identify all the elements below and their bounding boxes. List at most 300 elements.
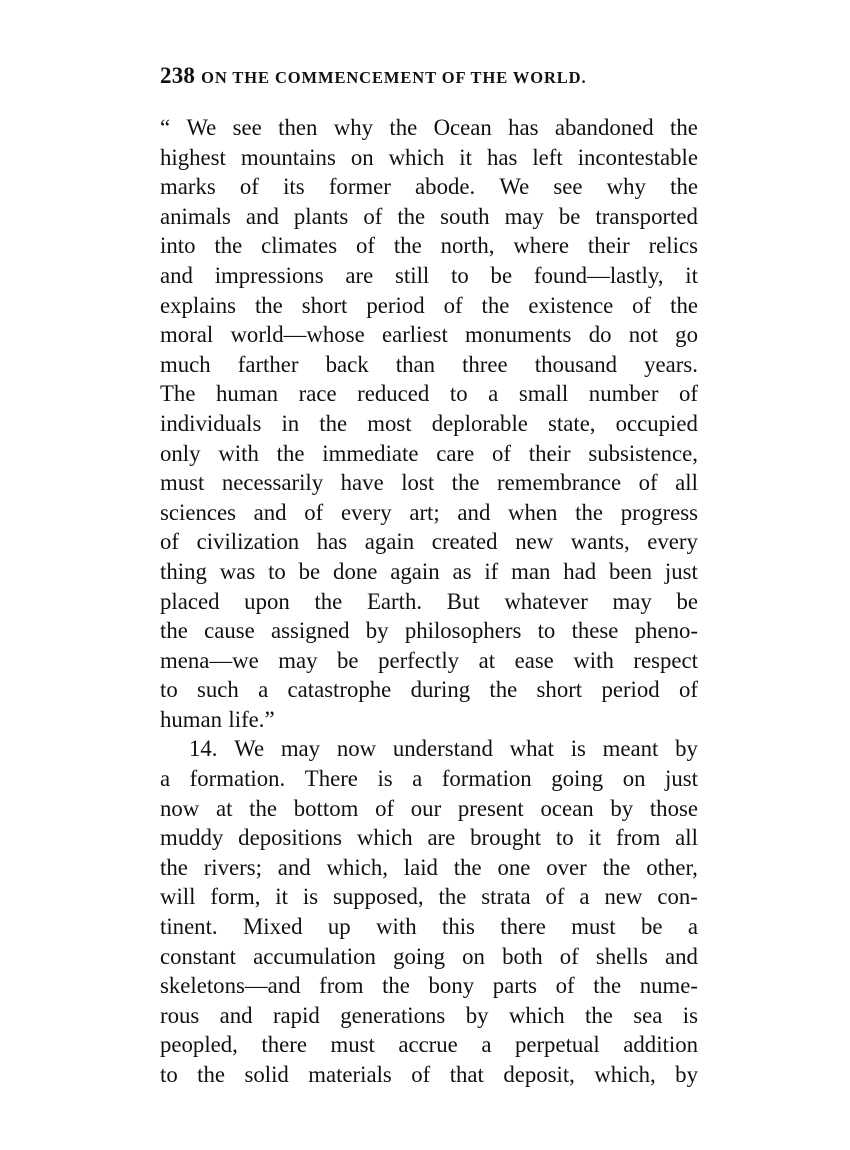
body-text <box>160 113 698 1090</box>
word: of <box>411 1062 431 1087</box>
word: of <box>555 973 575 999</box>
word: depositions <box>238 825 343 851</box>
word: a <box>258 677 269 703</box>
word: supposed, <box>333 884 424 910</box>
word: be <box>298 558 321 584</box>
running-head <box>160 62 700 90</box>
word: short <box>301 292 348 318</box>
word: materials <box>308 1062 392 1087</box>
word: the <box>254 292 283 318</box>
word: then <box>278 115 318 140</box>
word: perpetual <box>514 1032 600 1058</box>
word: occupied <box>615 410 698 436</box>
word: relics <box>648 233 698 259</box>
word: and <box>457 499 491 525</box>
word: the <box>319 410 348 436</box>
word: it <box>275 884 288 910</box>
text-line <box>160 409 698 439</box>
word: now <box>336 736 377 762</box>
word: Mixed <box>243 914 303 940</box>
word: the <box>214 233 243 259</box>
word: of <box>545 884 565 910</box>
word: over <box>546 854 587 880</box>
word: the <box>397 203 426 229</box>
text-line <box>160 468 698 498</box>
word: only <box>160 440 201 466</box>
word: civilization <box>196 529 300 555</box>
word: new <box>604 884 643 910</box>
word: pheno- <box>634 618 698 644</box>
word: the <box>575 499 603 525</box>
word: may <box>504 203 544 229</box>
word: on <box>462 943 485 969</box>
text-line <box>160 498 698 528</box>
word: was <box>219 558 256 584</box>
text-line <box>160 172 698 202</box>
word: reduced <box>357 381 430 407</box>
text-line <box>160 439 698 469</box>
word: and <box>664 943 698 969</box>
word: animals <box>160 203 231 229</box>
word: muddy <box>160 825 224 851</box>
word: sciences <box>160 499 236 525</box>
word: We <box>499 174 530 200</box>
word: have <box>340 470 384 496</box>
word: north, <box>440 233 495 259</box>
word: the <box>602 854 631 880</box>
word: incontestable <box>577 144 698 170</box>
word: tinent. <box>160 914 218 940</box>
word: see <box>553 174 583 200</box>
word: generations <box>340 1002 446 1028</box>
text-line <box>160 616 698 646</box>
word: on <box>622 766 646 792</box>
word: solid <box>244 1062 289 1087</box>
word: this <box>441 914 475 940</box>
word: has <box>508 115 539 140</box>
word: go <box>675 322 698 348</box>
word: with <box>218 440 259 466</box>
word: meant <box>602 736 659 762</box>
word: of <box>559 943 579 969</box>
word: not <box>628 322 658 348</box>
word: bottom <box>293 795 359 821</box>
word: their <box>528 440 571 466</box>
word: may <box>278 647 318 673</box>
word: of <box>492 440 512 466</box>
word: just <box>665 766 698 792</box>
word: those <box>649 795 698 821</box>
word: of <box>304 499 324 525</box>
word: as <box>452 558 472 584</box>
word: laid <box>403 854 438 880</box>
word: must <box>571 914 616 940</box>
word: that <box>449 1062 484 1087</box>
word: care <box>436 440 475 466</box>
word: shells <box>595 943 648 969</box>
word: the <box>593 973 622 999</box>
word: the <box>670 174 698 200</box>
word: its <box>283 174 305 200</box>
word: may <box>280 736 321 762</box>
word: 14. <box>189 736 218 762</box>
word: with <box>376 914 417 940</box>
word: deposit, <box>503 1062 575 1087</box>
word: of <box>375 795 395 821</box>
word: ocean <box>540 795 594 821</box>
word: both <box>502 943 543 969</box>
word: assigned <box>271 618 350 644</box>
word: a <box>488 381 499 407</box>
word: of <box>363 203 383 229</box>
word: brought <box>470 825 542 851</box>
word: accumulation <box>253 943 376 969</box>
word: new <box>515 529 554 555</box>
text-line <box>160 261 698 291</box>
word: addition <box>623 1032 698 1058</box>
word: cause <box>204 618 255 644</box>
word: upon <box>244 588 290 614</box>
word: and <box>253 499 287 525</box>
text-line <box>160 942 698 972</box>
word: the <box>382 973 410 999</box>
text-line <box>160 734 698 764</box>
text-line <box>160 1001 698 1031</box>
word: these <box>571 618 619 644</box>
word: why <box>333 115 373 140</box>
word: present <box>457 795 524 821</box>
word: the <box>670 292 698 318</box>
text-line <box>160 143 698 173</box>
word: human <box>160 706 223 732</box>
word: from <box>615 825 661 851</box>
text-line <box>160 705 698 735</box>
word: a <box>412 766 423 792</box>
word: from <box>319 973 364 999</box>
word: to <box>449 381 468 407</box>
word: catastrophe <box>287 677 392 703</box>
word: which <box>508 1002 565 1028</box>
word: all <box>675 470 698 496</box>
word: there <box>500 914 546 940</box>
word: be <box>337 647 359 673</box>
word: and <box>277 854 311 880</box>
word: art; <box>409 499 440 525</box>
text-line <box>160 1030 698 1060</box>
word: it <box>588 825 602 851</box>
word: earliest <box>381 322 448 348</box>
word: Earth. <box>366 588 423 614</box>
word: going <box>393 943 446 969</box>
word: be <box>490 262 513 288</box>
word: strata <box>481 884 531 910</box>
word: and <box>219 1002 253 1028</box>
word: our <box>410 795 442 821</box>
text-line <box>160 113 698 143</box>
word: deplorable <box>431 410 528 436</box>
text-line <box>160 231 698 261</box>
word: subsistence, <box>588 440 698 466</box>
word: the <box>481 292 510 318</box>
word: be <box>640 914 663 940</box>
word: of <box>239 174 259 200</box>
running-title: ON THE COMMENCEMENT OF THE WORLD. <box>201 68 587 87</box>
word: why <box>606 174 646 200</box>
word: again <box>390 558 440 584</box>
word: the <box>160 854 188 880</box>
word: left <box>532 144 563 170</box>
word: highest <box>160 144 226 170</box>
word: to <box>537 618 556 644</box>
word: respect <box>633 647 698 673</box>
word: is <box>302 884 319 910</box>
word: and <box>160 262 193 288</box>
word: of <box>678 677 698 703</box>
word: other, <box>646 854 698 880</box>
word: the <box>249 795 278 821</box>
text-line <box>160 646 698 676</box>
word: con- <box>657 884 698 910</box>
word: at <box>478 647 496 673</box>
word: every <box>340 499 392 525</box>
word: on <box>350 144 374 170</box>
word: of <box>160 529 179 555</box>
word: form, <box>210 884 261 910</box>
word: short <box>536 677 583 703</box>
word: much <box>160 351 211 377</box>
word: moral <box>160 322 214 348</box>
word: peopled, <box>160 1032 238 1058</box>
word: state, <box>548 410 596 436</box>
word: the <box>451 470 480 496</box>
word: at <box>215 795 233 821</box>
word: number <box>588 381 659 407</box>
word: is <box>682 1002 698 1028</box>
word: into <box>160 233 196 259</box>
word: which, <box>594 1062 656 1087</box>
word: climates <box>261 233 338 259</box>
text-line <box>160 202 698 232</box>
word: three <box>462 351 508 377</box>
word: nume- <box>639 973 698 999</box>
word: see <box>232 115 262 140</box>
page-number: 238 <box>160 63 196 88</box>
word: life.” <box>228 706 275 732</box>
word: a <box>687 914 698 940</box>
word: the <box>160 618 188 644</box>
word: perfectly <box>378 647 460 673</box>
word: it <box>459 144 472 170</box>
word: monuments <box>465 322 572 348</box>
word: existence <box>528 292 614 318</box>
word: small <box>518 381 569 407</box>
word: to <box>268 558 286 584</box>
word: when <box>508 499 558 525</box>
word: of <box>679 381 698 407</box>
word: by <box>675 736 698 762</box>
word: where <box>513 233 570 259</box>
word: again <box>364 529 415 555</box>
word: with <box>573 647 614 673</box>
word: by <box>675 1062 698 1087</box>
word: skeletons—and <box>160 973 301 999</box>
word: by <box>610 795 634 821</box>
word: abode. <box>415 174 476 200</box>
word: man <box>511 558 551 584</box>
word: placed <box>160 588 220 614</box>
word: of <box>632 292 652 318</box>
word: marks <box>160 174 216 200</box>
word: thing <box>160 558 207 584</box>
text-line <box>160 527 698 557</box>
word: of <box>638 470 658 496</box>
word: had <box>563 558 597 584</box>
word: to <box>160 1062 178 1087</box>
word: may <box>612 588 652 614</box>
text-line <box>160 912 698 942</box>
word: by <box>365 618 389 644</box>
word: former <box>328 174 391 200</box>
word: the <box>314 588 343 614</box>
text-line <box>160 350 698 380</box>
word: whatever <box>504 588 588 614</box>
word: to <box>451 262 469 288</box>
word: back <box>325 351 369 377</box>
word: period <box>601 677 660 703</box>
word: There <box>304 766 358 792</box>
text-line <box>160 882 698 912</box>
word: immediate <box>322 440 419 466</box>
word: south <box>440 203 490 229</box>
word: the <box>489 677 518 703</box>
word: one <box>497 854 531 880</box>
word: are <box>427 825 456 851</box>
word: farther <box>237 351 299 377</box>
word: a <box>579 884 590 910</box>
word: the <box>453 854 482 880</box>
word: most <box>367 410 412 436</box>
word: their <box>587 233 630 259</box>
word: the <box>393 233 422 259</box>
word: years. <box>644 351 698 377</box>
word: to <box>555 825 574 851</box>
word: philosophers <box>404 618 522 644</box>
text-line <box>160 1060 698 1090</box>
word: now <box>160 795 200 821</box>
word: “ <box>160 115 171 140</box>
word: a <box>160 766 171 792</box>
word: understand <box>392 736 493 762</box>
word: ease <box>514 647 554 673</box>
word: the <box>276 440 305 466</box>
word: race <box>298 381 337 407</box>
word: which, <box>326 854 388 880</box>
word: Ocean <box>433 115 492 140</box>
word: of <box>443 292 463 318</box>
word: up <box>327 914 351 940</box>
word: wants, <box>570 529 630 555</box>
word: world—whose <box>230 322 365 348</box>
word: the <box>197 1062 226 1087</box>
word: must <box>330 1032 375 1058</box>
word: mountains <box>240 144 336 170</box>
word: explains <box>160 292 236 318</box>
word: the <box>670 115 698 140</box>
word: it <box>685 262 698 288</box>
word: which <box>388 144 445 170</box>
text-line <box>160 823 698 853</box>
word: all <box>675 825 698 851</box>
word: done <box>333 558 378 584</box>
word: will <box>160 884 196 910</box>
text-line <box>160 675 698 705</box>
word: just <box>664 558 698 584</box>
word: still <box>395 262 430 288</box>
word: formation <box>441 766 532 792</box>
text-line <box>160 291 698 321</box>
word: the <box>389 115 418 140</box>
word: is <box>570 736 586 762</box>
word: The <box>160 381 196 407</box>
word: remembrance <box>497 470 622 496</box>
word: abandoned <box>554 115 654 140</box>
word: rous <box>160 1002 200 1028</box>
text-line <box>160 971 698 1001</box>
word: there <box>261 1032 307 1058</box>
word: of <box>355 233 375 259</box>
word: has <box>316 529 348 555</box>
word: going <box>551 766 604 792</box>
word: found—lastly, <box>533 262 664 288</box>
word: period <box>366 292 425 318</box>
word: plants <box>293 203 349 229</box>
word: We <box>234 736 265 762</box>
word: to <box>160 677 178 703</box>
word: been <box>609 558 653 584</box>
word: accrue <box>398 1032 458 1058</box>
word: constant <box>160 943 236 969</box>
text-line <box>160 379 698 409</box>
word: be <box>558 203 581 229</box>
word: We <box>186 115 217 140</box>
word: and <box>245 203 279 229</box>
word: in <box>281 410 300 436</box>
text-line <box>160 853 698 883</box>
word: do <box>588 322 612 348</box>
word: what <box>509 736 554 762</box>
word: lost <box>401 470 435 496</box>
word: if <box>484 558 499 584</box>
word: formation. <box>189 766 286 792</box>
word: transported <box>595 203 698 229</box>
word: by <box>465 1002 489 1028</box>
word: must <box>160 470 205 496</box>
word: rapid <box>272 1002 320 1028</box>
word: which <box>356 825 413 851</box>
word: individuals <box>160 410 262 436</box>
word: the <box>438 884 467 910</box>
word: bony <box>428 973 475 999</box>
word: be <box>676 588 698 614</box>
word: necessarily <box>221 470 324 496</box>
text-line <box>160 764 698 794</box>
word: are <box>345 262 374 288</box>
text-line <box>160 587 698 617</box>
word: parts <box>492 973 538 999</box>
word: progress <box>620 499 698 525</box>
word: human <box>216 381 279 407</box>
word: a <box>481 1032 492 1058</box>
